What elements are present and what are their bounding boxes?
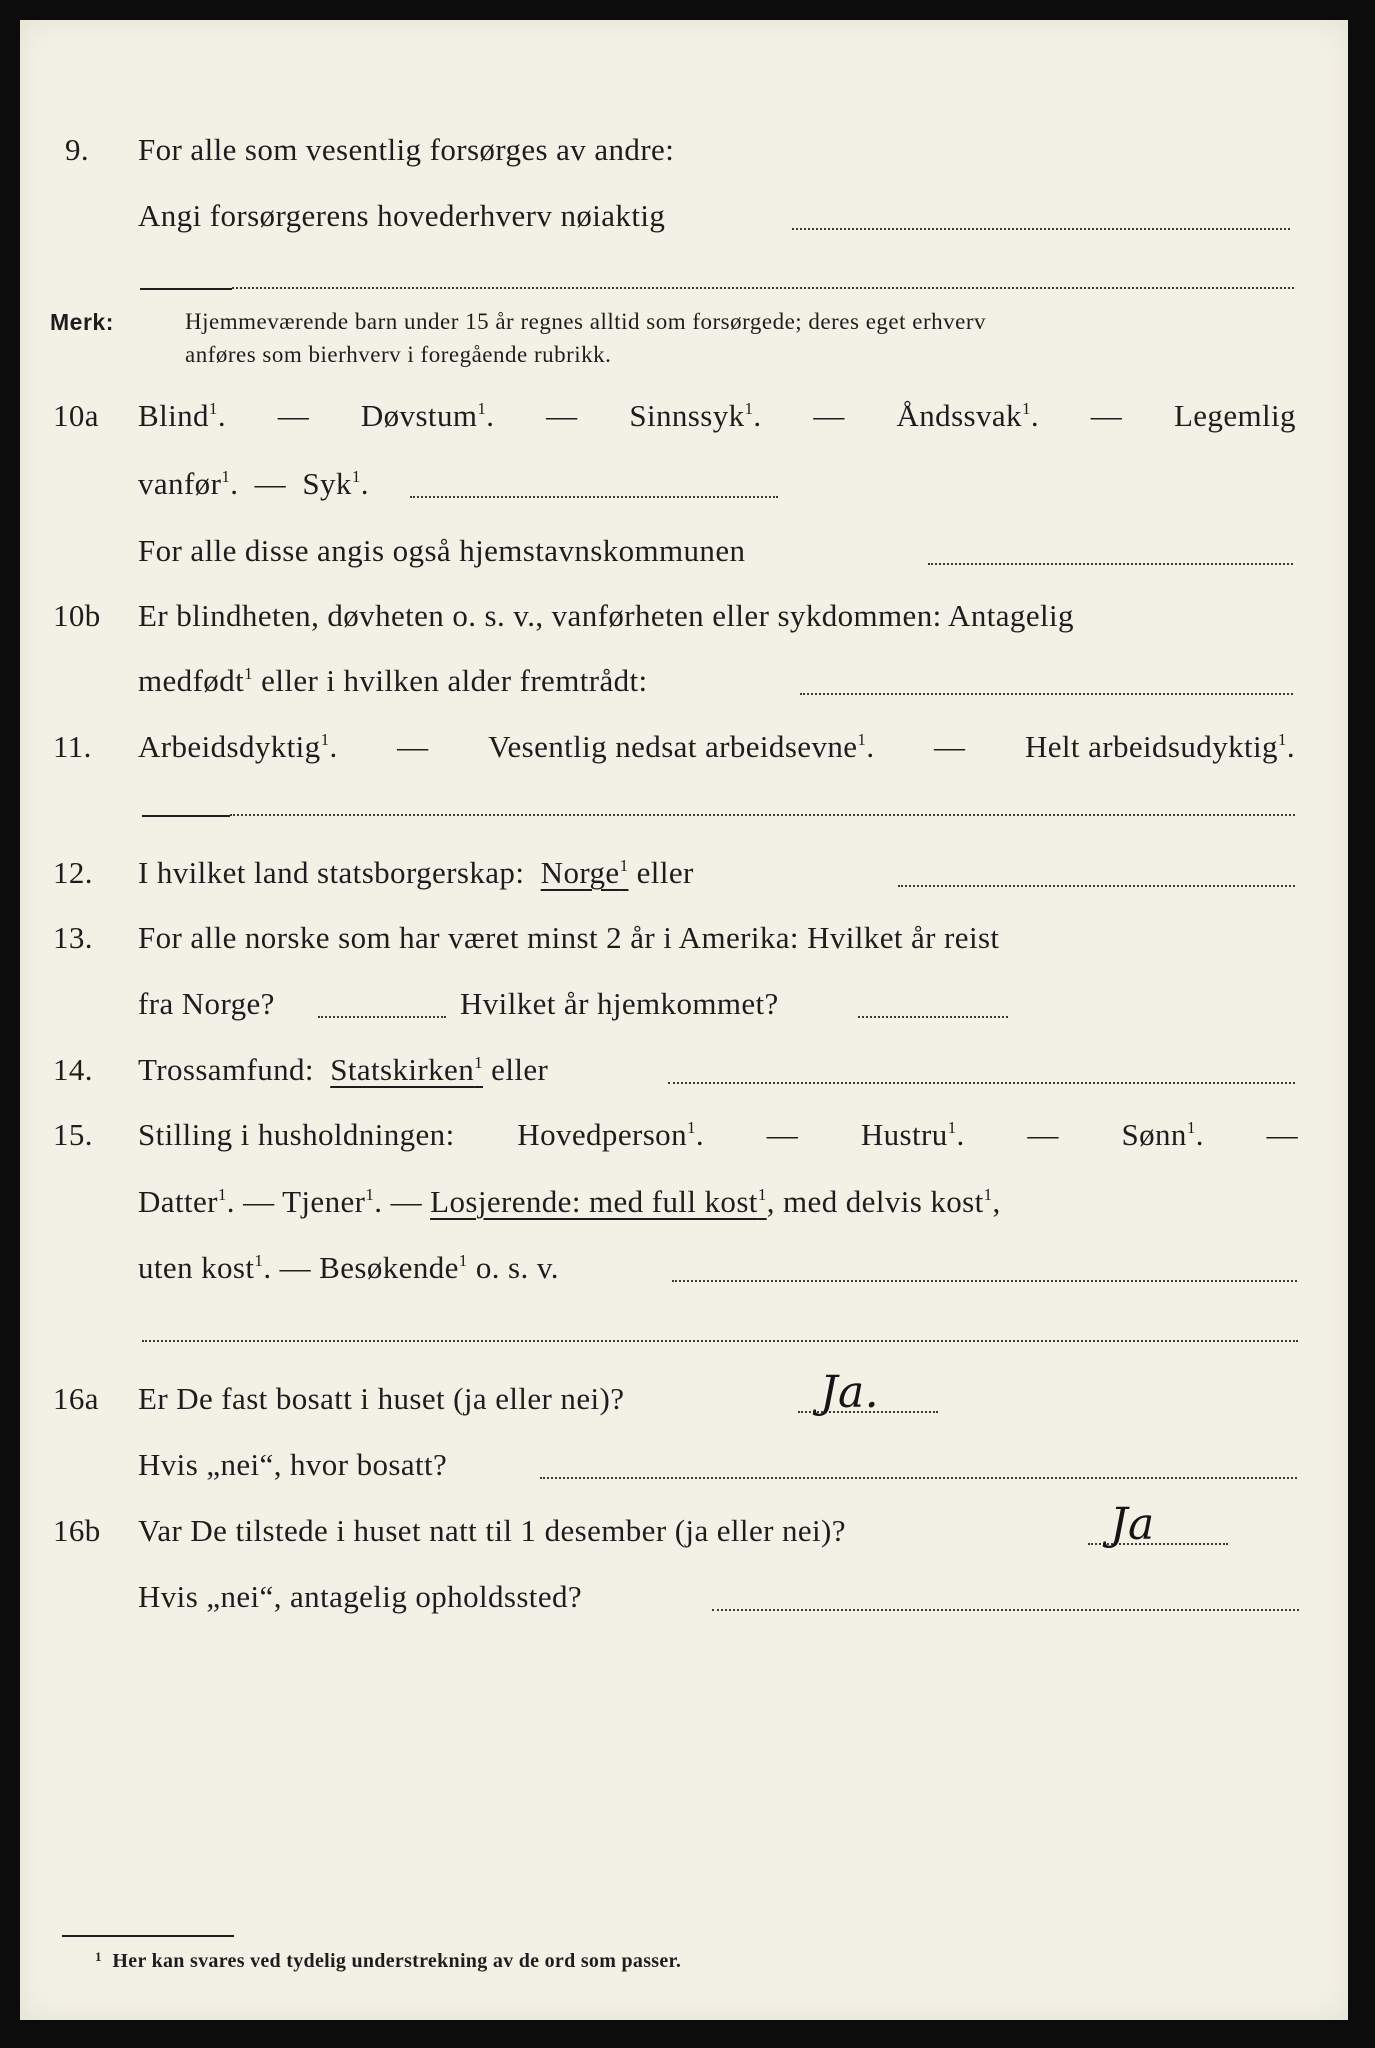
question-16b — [20, 1499, 1348, 1561]
separator-dotted — [232, 287, 1294, 289]
answer-line[interactable] — [540, 1477, 1297, 1479]
question-10a-line-2: vanfør$^1$. — Syk$^1$. — [20, 466, 1348, 514]
note-label: Merk: — [50, 309, 114, 335]
question-text: For alle disse angis også hjemstavnskommunen — [138, 533, 746, 568]
option-uten-kost[interactable]: uten kost$^1$. — [138, 1250, 272, 1285]
question-10b-line-2: medfødt$^1$ eller i hvilken alder fremtrådt: — [20, 663, 1348, 711]
question-text: Hvis „nei“, hvor bosatt? — [138, 1447, 448, 1482]
question-text: Var De tilstede i huset natt til 1 desember (ja eller nei)? — [138, 1513, 846, 1548]
option-datter[interactable]: Datter$^1$. — [138, 1184, 235, 1219]
question-number: 10a — [53, 398, 99, 433]
separator-rule — [140, 288, 232, 290]
option-andssvak[interactable]: Åndssvak$^1$. — [896, 398, 1040, 433]
note-text-2: anføres som bierhverv i foregående rubrikk. — [185, 342, 612, 367]
option-vanfor[interactable]: vanfør$^1$. — [138, 466, 239, 501]
question-text: eller i hvilken alder fremtrådt: — [261, 663, 648, 698]
question-text: For alle som vesentlig forsørges av andre: — [138, 132, 675, 167]
question-text: Hvilket år hjemkommet? — [460, 986, 779, 1021]
option-besokende[interactable]: Besøkende$^1$ — [319, 1250, 468, 1285]
question-text: Hvis „nei“, antagelig opholdssted? — [138, 1579, 583, 1614]
handwritten-answer[interactable]: Ja. — [820, 1367, 880, 1418]
question-number: 13. — [53, 920, 93, 955]
question-number: 12. — [53, 855, 93, 890]
census-form-page — [20, 20, 1348, 2020]
option-sonn[interactable]: Sønn$^1$. — [1121, 1117, 1204, 1152]
question-text: Er De fast bosatt i huset (ja eller nei)? — [138, 1381, 625, 1416]
option-delvis-kost[interactable]: med delvis kost$^1$ — [783, 1184, 993, 1219]
option-hovedperson[interactable]: Hovedperson$^1$. — [517, 1117, 705, 1152]
question-16a — [20, 1367, 1348, 1429]
option-arbeidsdyktig[interactable]: Arbeidsdyktig$^1$. — [138, 729, 338, 764]
question-15-line-3: uten kost$^1$. — Besøkende$^1$ o. s. v. — [20, 1250, 1348, 1298]
question-10a-line-3 — [20, 533, 1348, 581]
question-number: 11. — [53, 729, 92, 764]
question-text: eller — [491, 1052, 549, 1087]
option-norge[interactable]: Norge$^1$ — [540, 855, 629, 890]
answer-line[interactable] — [792, 228, 1290, 230]
disability-options: Blind$^1$. — Døvstum$^1$. — Sinnssyk$^1$. — Åndssvak$^1$. — Legemlig — [138, 398, 1296, 433]
question-13 — [20, 920, 1348, 968]
question-text: For alle norske som har været minst 2 år i Amerika: Hvilket år reist — [138, 920, 1000, 955]
answer-line[interactable] — [410, 496, 778, 498]
separator-dotted — [230, 814, 1295, 816]
question-13-line-2 — [20, 986, 1348, 1034]
question-text: fra Norge? — [138, 986, 275, 1021]
option-tjener[interactable]: Tjener$^1$. — [282, 1184, 383, 1219]
question-text: Trossamfund: — [138, 1052, 314, 1087]
answer-line[interactable] — [928, 563, 1293, 565]
separator-dotted — [142, 1340, 1298, 1342]
question-number: 15. — [53, 1117, 93, 1152]
question-12 — [20, 855, 1348, 903]
question-10a — [20, 398, 1348, 446]
option-blind[interactable]: Blind$^1$. — [138, 398, 226, 433]
answer-line[interactable] — [668, 1082, 1295, 1084]
answer-line-year-left[interactable] — [318, 1016, 446, 1018]
question-number: 10b — [53, 598, 101, 633]
question-15-line-2: Datter$^1$. — Tjener$^1$. — Losjerende: med full kost$^1$, med delvis kost$^1$, — [138, 1184, 1001, 1219]
question-text: Angi forsørgerens hovederhverv nøiaktig — [138, 198, 666, 233]
question-number: 16b — [53, 1513, 101, 1548]
question-15: 15. Stilling i husholdningen: Hovedperson$^1$. — Hustru$^1$. — Sønn$^1$. — — [53, 1117, 1298, 1152]
question-9-line-2 — [20, 198, 1348, 246]
answer-line[interactable] — [672, 1280, 1297, 1282]
option-losjerende-full-kost[interactable]: Losjerende: med full kost$^1$ — [430, 1184, 767, 1219]
question-9 — [20, 132, 1348, 180]
question-number: 9. — [65, 132, 90, 167]
option-arbeidsudyktig[interactable]: Helt arbeidsudyktig$^1$. — [1024, 729, 1295, 764]
option-hustru[interactable]: Hustru$^1$. — [860, 1117, 965, 1152]
handwritten-answer[interactable]: Ja — [1110, 1499, 1155, 1550]
footnote-rule — [62, 1935, 234, 1937]
option-statskirken[interactable]: Statskirken$^1$ — [330, 1052, 484, 1087]
question-number: 14. — [53, 1052, 93, 1087]
question-16b-line-2 — [20, 1579, 1348, 1627]
option-medfodt[interactable]: medfødt — [138, 663, 245, 698]
question-number: 16a — [53, 1381, 99, 1416]
answer-line[interactable] — [898, 885, 1295, 887]
answer-line[interactable] — [712, 1609, 1299, 1611]
note-text-1: Hjemmeværende barn under 15 år regnes alltid som forsørgede; deres eget erhverv — [185, 309, 986, 334]
question-16a-line-2 — [20, 1447, 1348, 1495]
footnote: $^1$ Her kan svares ved tydelig understrekning av de ord som passer. — [95, 1949, 682, 1972]
question-text: eller — [636, 855, 694, 890]
question-text: Stilling i husholdningen: — [138, 1117, 455, 1152]
question-10b — [20, 598, 1348, 646]
option-legemlig[interactable]: Legemlig — [1173, 398, 1296, 433]
question-11: 11. Arbeidsdyktig$^1$. — Vesentlig nedsat arbeidsevne$^1$. — Helt arbeidsudyktig$^1$. — [53, 729, 1295, 764]
separator-rule — [142, 815, 230, 817]
question-text: I hvilket land statsborgerskap: — [138, 855, 525, 890]
option-dovstum[interactable]: Døvstum$^1$. — [360, 398, 495, 433]
option-sinnssyk[interactable]: Sinnssyk$^1$. — [629, 398, 762, 433]
option-syk[interactable]: Syk$^1$. — [302, 466, 369, 501]
answer-line[interactable] — [800, 693, 1293, 695]
question-14 — [20, 1052, 1348, 1100]
question-text: Er blindheten, døvheten o. s. v., vanførheten eller sykdommen: Antagelig — [138, 598, 1074, 633]
answer-line[interactable] — [1088, 1543, 1228, 1545]
option-nedsat-arbeidsevne[interactable]: Vesentlig nedsat arbeidsevne$^1$. — [488, 729, 875, 764]
answer-line-year-returned[interactable] — [858, 1016, 1008, 1018]
